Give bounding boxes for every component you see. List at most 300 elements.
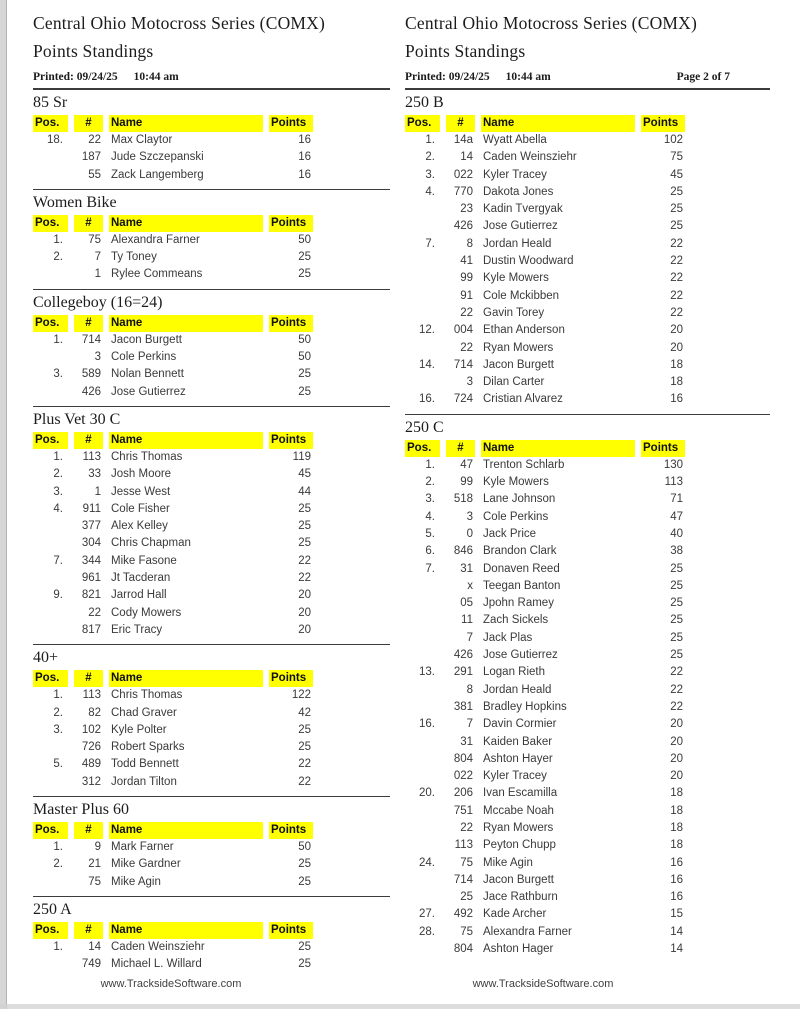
cell-name: Kyle Mowers (483, 476, 549, 489)
cell-number: 75 (460, 925, 473, 938)
table-header-row (33, 922, 390, 939)
cell-points: 25 (670, 597, 683, 610)
report-title: Central Ohio Motocross Series (COMX) (33, 13, 326, 33)
table-row (405, 837, 770, 854)
col-header-pos: Pos. (33, 215, 68, 232)
cell-pos: 5. (425, 527, 435, 540)
cell-name: Wyatt Abella (483, 134, 547, 146)
cell-points: 25 (670, 579, 683, 592)
cell-name: Ethan Anderson (483, 324, 565, 337)
cell-number: 14a (453, 134, 473, 146)
right-column (405, 13, 770, 997)
cell-points: 113 (664, 476, 683, 489)
cell-name: Jpohn Ramey (483, 597, 554, 610)
cell-name: Kade Archer (483, 908, 547, 921)
table-row (33, 366, 390, 383)
cell-points: 16 (670, 856, 683, 869)
cell-points: 22 (670, 666, 683, 679)
cell-number: 82 (88, 706, 101, 719)
cell-points: 20 (670, 752, 683, 765)
cell-points: 38 (670, 545, 683, 558)
cell-number: 187 (81, 151, 101, 164)
cell-points: 25 (670, 203, 683, 216)
col-header-name: Name (481, 115, 635, 132)
cell-name: Mike Agin (483, 856, 533, 869)
cell-pos: 3. (53, 485, 63, 498)
cell-number: 22 (88, 134, 101, 146)
cell-name: Jesse West (111, 485, 171, 498)
cell-number: 9 (94, 841, 101, 854)
section-master-plus-60 (33, 801, 390, 897)
cell-number: 426 (453, 220, 473, 233)
cell-points: 25 (670, 614, 683, 627)
cell-points: 22 (670, 272, 683, 285)
cell-name: Kaiden Baker (483, 735, 553, 748)
cell-points: 50 (298, 333, 311, 346)
cell-points: 18 (670, 787, 683, 800)
table-row (405, 803, 770, 820)
cell-points: 16 (298, 151, 311, 164)
cell-pos: 1. (53, 940, 63, 953)
section-250-b (405, 94, 770, 415)
section-title: 250 C (405, 418, 444, 436)
cell-name: Ryan Mowers (483, 821, 554, 834)
cell-name: Rylee Commeans (111, 268, 203, 281)
col-header-name: Name (109, 432, 263, 449)
table-row (33, 349, 390, 366)
table-row (405, 474, 770, 491)
cell-name: Trenton Schlarb (483, 458, 565, 471)
cell-name: Ivan Escamilla (483, 787, 558, 800)
cell-number: 004 (453, 324, 473, 337)
cell-number: 113 (82, 689, 101, 702)
cell-number: 113 (82, 450, 101, 463)
cell-points: 18 (670, 804, 683, 817)
cell-name: Logan Rieth (483, 666, 546, 679)
cell-pos: 16. (419, 718, 435, 731)
cell-points: 71 (670, 493, 683, 506)
cell-number: 492 (453, 908, 473, 921)
col-header-points: Points (641, 115, 685, 132)
cell-name: Jt Tacderan (111, 572, 171, 585)
table-header-row (405, 440, 770, 457)
cell-number: 99 (460, 476, 473, 489)
section-title: Master Plus 60 (33, 801, 129, 819)
cell-number: 31 (460, 562, 473, 575)
cell-number: 714 (81, 333, 101, 346)
cell-points: 25 (298, 741, 311, 754)
cell-name: Alexandra Farner (483, 925, 572, 938)
col-header-name: Name (481, 440, 635, 457)
table-row (405, 941, 770, 958)
section-collegeboy-16-24 (33, 294, 390, 407)
section-title: 85 Sr (33, 94, 68, 111)
table-row (405, 184, 770, 201)
cell-number: 291 (453, 666, 473, 679)
table-row (33, 384, 390, 401)
col-header-pos: Pos. (33, 115, 68, 132)
cell-name: Cristian Alvarez (483, 393, 563, 406)
cell-number: 21 (88, 858, 101, 871)
cell-name: Michael L. Willard (111, 958, 202, 971)
cell-number: 91 (460, 289, 473, 302)
cell-name: Cody Mowers (111, 606, 182, 619)
cell-name: Teegan Banton (483, 579, 561, 592)
cell-points: 25 (670, 220, 683, 233)
cell-number: 1 (94, 485, 101, 498)
table-row (33, 605, 390, 622)
cell-number: 3 (466, 510, 473, 523)
cell-name: Mccabe Noah (483, 804, 554, 817)
table-header-row (33, 115, 390, 132)
cell-points: 16 (670, 873, 683, 886)
cell-pos: 1. (53, 450, 63, 463)
section-title: Women Bike (33, 193, 117, 211)
cell-number: 751 (453, 804, 473, 817)
cell-number: 426 (453, 649, 473, 662)
table-row (33, 856, 390, 873)
cell-number: 312 (81, 775, 101, 788)
cell-points: 119 (292, 450, 311, 463)
cell-pos: 2. (53, 251, 63, 264)
printed-date: Printed: 09/24/25 (33, 71, 118, 83)
cell-pos: 13. (419, 666, 435, 679)
cell-name: Ryan Mowers (483, 341, 554, 354)
table-row (405, 906, 770, 923)
cell-points: 25 (670, 631, 683, 644)
cell-points: 25 (298, 385, 311, 398)
table-row (405, 751, 770, 768)
cell-number: 102 (81, 723, 101, 736)
cell-points: 16 (670, 891, 683, 904)
cell-number: 8 (466, 683, 473, 696)
cell-number: 41 (460, 255, 473, 268)
cell-name: Bradley Hopkins (483, 700, 567, 713)
cell-points: 45 (298, 468, 311, 481)
cell-points: 25 (298, 858, 311, 871)
section-250-c (405, 419, 770, 964)
table-row (405, 457, 770, 474)
printed-row (33, 71, 390, 90)
cell-number: 22 (460, 306, 473, 319)
col-header-number: # (446, 115, 475, 132)
col-header-pos: Pos. (33, 315, 68, 332)
col-header-name: Name (109, 215, 263, 232)
table-row (405, 855, 770, 872)
cell-name: Jose Gutierrez (111, 385, 186, 398)
table-row (405, 561, 770, 578)
cell-number: 304 (81, 537, 101, 550)
table-row (33, 739, 390, 756)
cell-pos: 3. (425, 168, 435, 181)
cell-name: Zach Sickels (483, 614, 549, 627)
cell-number: 0 (466, 527, 473, 540)
table-row (33, 167, 390, 184)
table-row (405, 149, 770, 166)
cell-points: 22 (670, 255, 683, 268)
cell-number: 8 (466, 237, 473, 250)
cell-name: Chris Chapman (111, 537, 191, 550)
cell-points: 22 (670, 237, 683, 250)
cell-number: 22 (460, 821, 473, 834)
cell-number: 1 (94, 268, 101, 281)
cell-name: Lane Johnson (483, 493, 556, 506)
cell-name: Kadin Tvergyak (483, 203, 563, 216)
cell-points: 20 (670, 324, 683, 337)
cell-number: 749 (81, 958, 101, 971)
cell-number: 377 (81, 520, 101, 533)
footer-url: www.TracksideSoftware.com (100, 978, 242, 990)
cell-number: 14 (88, 940, 101, 953)
col-header-points: Points (269, 822, 313, 839)
cell-pos: 1. (425, 134, 435, 146)
cell-pos: 28. (419, 925, 435, 938)
cell-points: 18 (670, 821, 683, 834)
section-title: Collegeboy (16=24) (33, 293, 163, 311)
cell-points: 22 (670, 289, 683, 302)
section-40 (33, 649, 390, 797)
cell-name: Max Claytor (111, 134, 173, 146)
cell-name: Chad Graver (111, 706, 177, 719)
cell-number: 22 (88, 606, 101, 619)
cell-name: Mike Fasone (111, 554, 177, 567)
table-row (405, 305, 770, 322)
col-header-number: # (74, 670, 103, 687)
cell-pos: 1. (425, 458, 435, 471)
cell-pos: 9. (53, 589, 63, 602)
table-header-row (33, 670, 390, 687)
cell-name: Jordan Heald (483, 237, 552, 250)
table-row (33, 687, 390, 704)
cell-name: Jordan Heald (483, 683, 552, 696)
table-row (33, 332, 390, 349)
report-subtitle: Points Standings (405, 41, 526, 61)
table-row (33, 266, 390, 283)
section-title: Plus Vet 30 C (33, 410, 121, 428)
page-indicator: Page 2 of 7 (676, 71, 730, 83)
cell-number: 714 (453, 873, 473, 886)
cell-name: Gavin Torey (483, 306, 545, 319)
cell-points: 20 (670, 718, 683, 731)
cell-name: Ashton Hager (483, 943, 554, 956)
cell-name: Jose Gutierrez (483, 649, 558, 662)
table-row (405, 924, 770, 941)
col-header-points: Points (269, 115, 313, 132)
cell-pos: 16. (419, 393, 435, 406)
cell-points: 16 (670, 393, 683, 406)
section-title: 40+ (33, 649, 59, 667)
col-header-pos: Pos. (33, 432, 68, 449)
table-row (405, 509, 770, 526)
table-row (405, 374, 770, 391)
cell-name: Chris Thomas (111, 450, 183, 463)
cell-name: Cole Perkins (483, 510, 549, 523)
cell-number: 589 (81, 368, 101, 381)
cell-number: 714 (453, 358, 473, 371)
cell-points: 16 (298, 168, 311, 181)
table-row (33, 774, 390, 791)
table-row (405, 872, 770, 889)
cell-points: 20 (298, 623, 311, 636)
cell-points: 15 (670, 908, 683, 921)
cell-number: 381 (453, 700, 473, 713)
section-women-bike (33, 194, 390, 290)
cell-points: 18 (670, 376, 683, 389)
col-header-name: Name (109, 922, 263, 939)
cell-name: Chris Thomas (111, 689, 183, 702)
table-header-row (33, 215, 390, 232)
table-row (33, 553, 390, 570)
table-row (33, 249, 390, 266)
col-header-points: Points (641, 440, 685, 457)
table-row (33, 874, 390, 891)
col-header-pos: Pos. (33, 670, 68, 687)
cell-points: 25 (298, 875, 311, 888)
table-header-row (33, 432, 390, 449)
table-header-row (33, 315, 390, 332)
printed-info (33, 71, 179, 83)
cell-number: 3 (466, 376, 473, 389)
cell-number: 206 (453, 787, 473, 800)
printed-date: Printed: 09/24/25 (405, 71, 490, 83)
table-row (405, 578, 770, 595)
cell-points: 22 (670, 700, 683, 713)
cell-points: 25 (670, 649, 683, 662)
table-row (405, 526, 770, 543)
table-row (405, 253, 770, 270)
col-header-number: # (74, 115, 103, 132)
cell-number: 846 (453, 545, 473, 558)
cell-number: x (467, 579, 473, 592)
cell-name: Jose Gutierrez (483, 220, 558, 233)
cell-number: 7 (466, 631, 473, 644)
cell-name: Eric Tracy (111, 623, 163, 636)
cell-points: 25 (298, 537, 311, 550)
cell-name: Donaven Reed (483, 562, 560, 575)
col-header-name: Name (109, 822, 263, 839)
right-sections (405, 94, 770, 963)
report-title: Central Ohio Motocross Series (COMX) (405, 13, 698, 33)
table-row (33, 132, 390, 149)
cell-points: 20 (298, 606, 311, 619)
table-row (405, 236, 770, 253)
cell-name: Nolan Bennett (111, 368, 184, 381)
col-header-points: Points (269, 670, 313, 687)
section-plus-vet-30-c (33, 411, 390, 645)
section-title: 250 B (405, 94, 444, 111)
footer-url: www.TracksideSoftware.com (472, 978, 614, 990)
cell-points: 45 (670, 168, 683, 181)
cell-points: 130 (663, 458, 683, 471)
cell-points: 25 (298, 958, 311, 971)
cell-points: 50 (298, 233, 311, 246)
table-row (33, 722, 390, 739)
cell-name: Kyle Polter (111, 723, 167, 736)
col-header-name: Name (109, 115, 263, 132)
table-row (33, 956, 390, 973)
col-header-name: Name (109, 315, 263, 332)
table-row (405, 716, 770, 733)
table-row (405, 201, 770, 218)
table-row (33, 705, 390, 722)
table-header-row (33, 822, 390, 839)
col-header-number: # (74, 922, 103, 939)
cell-points: 25 (298, 268, 311, 281)
cell-number: 75 (88, 233, 101, 246)
cell-pos: 3. (425, 493, 435, 506)
cell-number: 426 (81, 385, 101, 398)
cell-number: 489 (81, 758, 101, 771)
col-header-number: # (74, 315, 103, 332)
cell-name: Todd Bennett (111, 758, 179, 771)
cell-pos: 4. (53, 502, 63, 515)
cell-pos: 6. (425, 545, 435, 558)
table-row (405, 647, 770, 664)
cell-name: Mike Gardner (111, 858, 181, 871)
cell-points: 50 (298, 351, 311, 364)
cell-points: 18 (670, 839, 683, 852)
cell-number: 911 (82, 502, 101, 515)
section-250-a (33, 901, 390, 979)
table-row (33, 484, 390, 501)
cell-name: Jacon Burgett (483, 358, 554, 371)
cell-points: 42 (298, 706, 311, 719)
table-row (33, 587, 390, 604)
cell-number: 7 (466, 718, 473, 731)
table-row (405, 391, 770, 408)
table-row (405, 357, 770, 374)
cell-points: 22 (298, 758, 311, 771)
cell-points: 22 (298, 554, 311, 567)
cell-number: 724 (453, 393, 473, 406)
table-row (405, 630, 770, 647)
printed-row (405, 71, 770, 90)
cell-name: Kyler Tracey (483, 770, 547, 783)
cell-points: 20 (670, 341, 683, 354)
cell-points: 22 (298, 572, 311, 585)
cell-number: 817 (81, 623, 101, 636)
col-header-points: Points (269, 922, 313, 939)
table-row (405, 785, 770, 802)
cell-points: 25 (670, 562, 683, 575)
cell-name: Cole Perkins (111, 351, 177, 364)
cell-number: 022 (453, 168, 473, 181)
cell-name: Peyton Chupp (483, 839, 556, 852)
col-header-number: # (74, 432, 103, 449)
col-header-name: Name (109, 670, 263, 687)
cell-points: 40 (670, 527, 683, 540)
cell-number: 75 (460, 856, 473, 869)
cell-number: 23 (460, 203, 473, 216)
col-header-pos: Pos. (33, 822, 68, 839)
cell-name: Dustin Woodward (483, 255, 574, 268)
table-row (405, 167, 770, 184)
cell-pos: 20. (419, 787, 435, 800)
cell-name: Cole Fisher (111, 502, 170, 515)
table-row (33, 501, 390, 518)
cell-points: 18 (670, 358, 683, 371)
table-row (33, 449, 390, 466)
cell-name: Brandon Clark (483, 545, 557, 558)
col-header-points: Points (269, 315, 313, 332)
table-row (33, 232, 390, 249)
cell-number: 25 (460, 891, 473, 904)
cell-points: 25 (298, 520, 311, 533)
cell-points: 102 (663, 134, 683, 146)
cell-points: 20 (670, 735, 683, 748)
col-header-number: # (446, 440, 475, 457)
left-column (33, 13, 390, 997)
